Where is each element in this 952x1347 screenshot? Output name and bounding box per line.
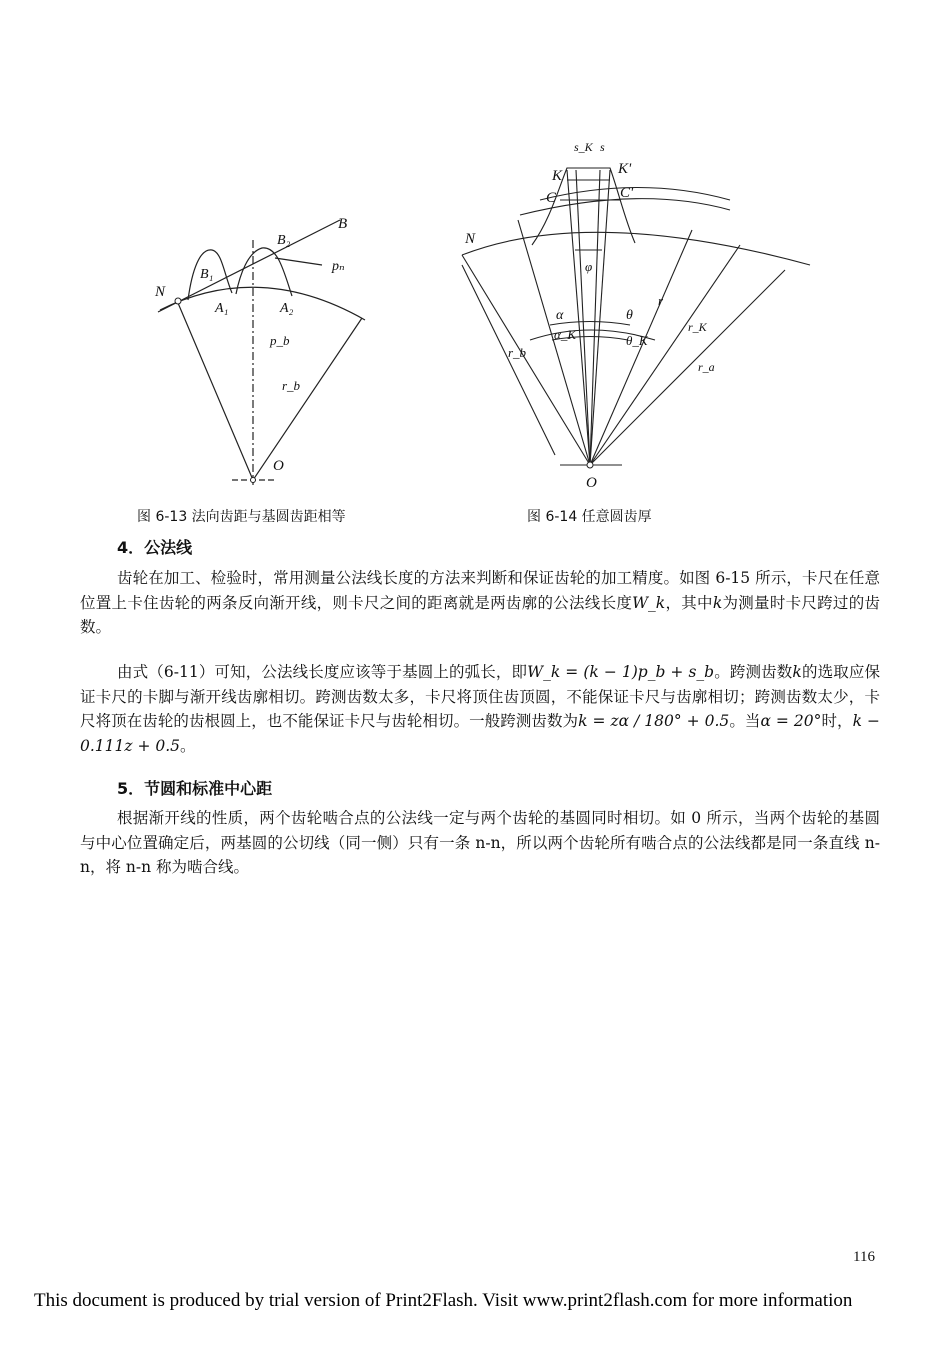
paragraph-4-2: 由式（6-11）可知，公法线长度应该等于基圆上的弧长，即W_k = (k − 1)p_b + s_b。跨测齿数k的选取应保证卡尺的卡脚与渐开线齿廓相切。跨测齿数太多，卡尺将顶住齿顶圆，不能保证卡尺与齿廓相切；跨测齿数太少，卡尺将顶在齿轮的齿根圆上，也不能保证卡尺与齿轮相切。一般跨测齿数为k = zα / 180° + 0.5。当α = 20°时，k − 0.111z + 0.5。	[80, 663, 880, 755]
label-sk: s_K	[574, 140, 593, 154]
figure-caption-6-14: 图 6-14 任意圆齿厚	[527, 509, 652, 525]
label-k: K	[552, 168, 563, 184]
label-theta: θ	[626, 308, 633, 323]
label-pn: pₙ	[332, 259, 345, 274]
label-b: B	[338, 216, 348, 232]
label-alpha: α	[556, 308, 564, 323]
label-o: O	[586, 475, 597, 491]
label-b1: B₁	[200, 267, 214, 282]
figure-caption-6-13: 图 6-13 法向齿距与基圆齿距相等	[137, 509, 346, 525]
label-theta-k: θ_K	[626, 333, 648, 348]
label-phi: φ	[585, 259, 593, 274]
label-n: N	[155, 284, 166, 300]
page-number: 116	[853, 1249, 875, 1265]
label-o: O	[273, 458, 284, 474]
label-rk: r_K	[688, 320, 707, 334]
trial-footer: This document is produced by trial version of Print2Flash. Visit www.print2flash.com for more information	[34, 1290, 853, 1311]
label-r: r	[658, 293, 664, 308]
label-rb: r_b	[282, 378, 301, 393]
label-k-prime: K'	[618, 161, 632, 177]
label-alpha-k: α_K	[554, 327, 576, 342]
label-pb: p_b	[270, 333, 290, 348]
paragraph-4-1: 齿轮在加工、检验时，常用测量公法线长度的方法来判断和保证齿轮的加工精度。如图 6-15 所示，卡尺在任意位置上卡住齿轮的两条反向渐开线，则卡尺之间的距离就是两齿廓的公法线长度W_k，其中k为测量时卡尺跨过的齿数。	[80, 569, 880, 636]
paragraph-5-1: 根据渐开线的性质，两个齿轮啮合点的公法线一定与两个齿轮的基圆同时相切。如 0 所示，当两个齿轮的基圆与中心位置确定后，两基圆的公切线（同一侧）只有一条 n-n，所以两个齿轮所有啮合点的公法线都是同一条直线 n-n，将 n-n 称为啮合线。	[80, 809, 880, 876]
label-a1: A₁	[215, 301, 229, 316]
figure-6-14	[440, 135, 820, 495]
label-c: C	[546, 190, 557, 206]
section-heading-5: 5．节圆和标准中心距	[117, 779, 273, 798]
label-b2: B₂	[277, 233, 291, 248]
label-n: N	[465, 231, 476, 247]
figure-6-13	[140, 200, 380, 490]
label-ra: r_a	[698, 360, 715, 374]
label-s: s	[600, 140, 605, 154]
section-heading-4: 4．公法线	[117, 538, 193, 557]
label-rb: r_b	[508, 345, 527, 360]
label-c-prime: C'	[620, 185, 634, 201]
label-a2: A₂	[280, 301, 294, 316]
